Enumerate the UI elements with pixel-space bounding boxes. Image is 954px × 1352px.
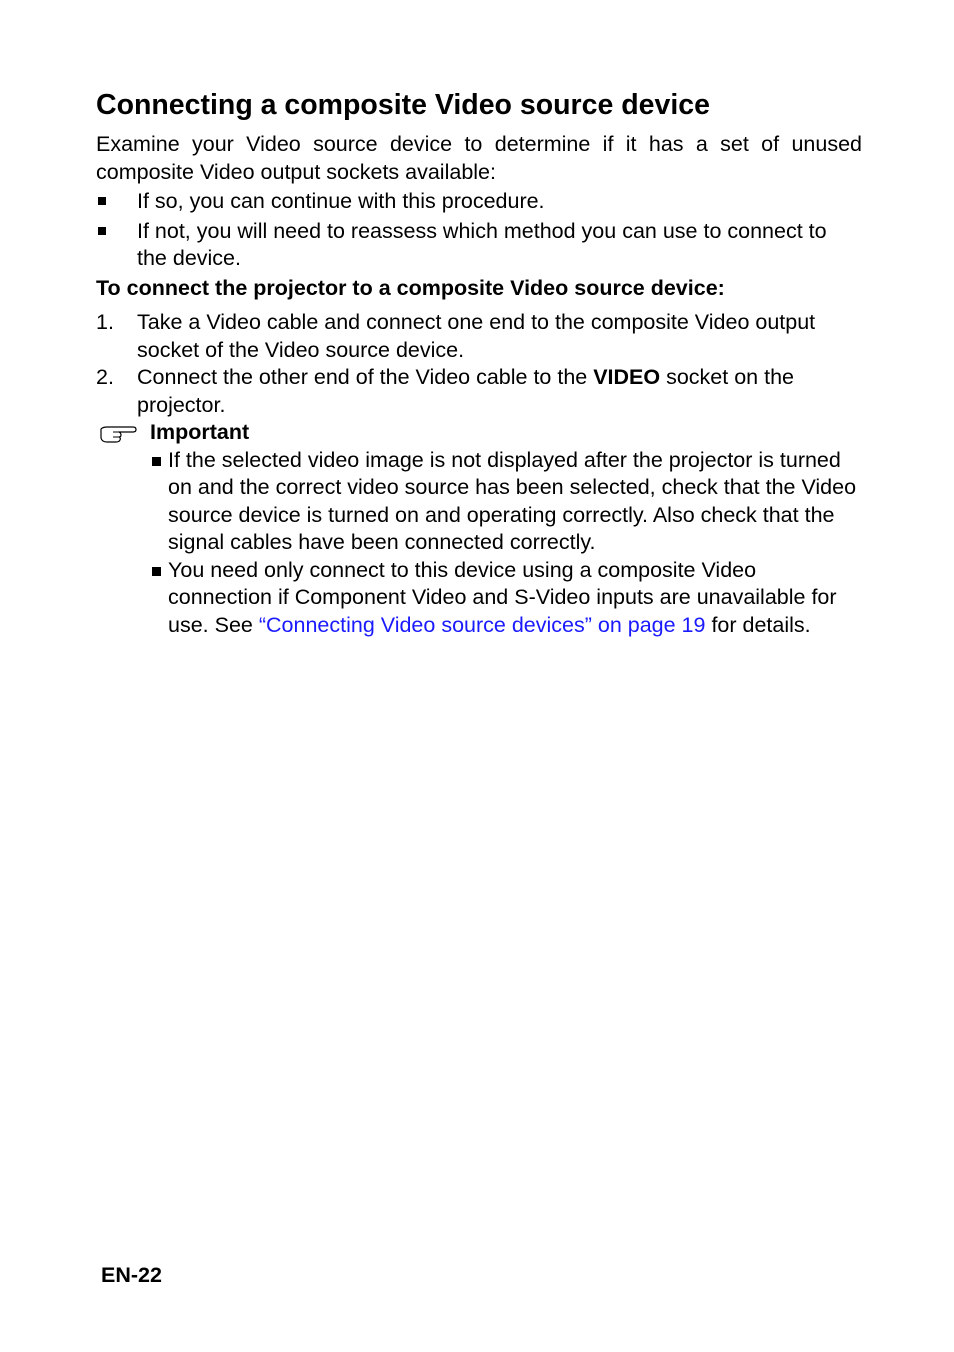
important-header — [96, 419, 862, 447]
square-bullet-icon — [152, 457, 161, 466]
square-bullet-icon — [98, 197, 106, 205]
step-text-before: Connect the other end of the Video cable to the — [137, 365, 594, 389]
list-item — [151, 557, 862, 640]
page-number: EN-22 — [101, 1263, 162, 1287]
procedure-steps — [96, 309, 862, 419]
list-item — [96, 188, 862, 216]
step-number: 1. — [96, 310, 114, 334]
step-item — [96, 364, 862, 419]
square-bullet-icon — [98, 227, 106, 235]
list-item-text: If not, you will need to reassess which method you can use to connect to the device. — [137, 218, 827, 270]
step-text-after: socket on the projector. — [137, 365, 794, 417]
important-note — [96, 419, 862, 639]
procedure-title: To connect the projector to a composite Video source device: — [96, 275, 725, 300]
pointing-hand-icon — [99, 423, 137, 443]
list-item — [151, 447, 862, 557]
important-list — [96, 447, 862, 640]
important-label: Important — [150, 420, 250, 444]
document-page — [96, 88, 862, 639]
note-text-before: You need only connect to this device using a composite Video connection if Component Video and S-Video inputs are unavailable for use. See — [168, 557, 837, 637]
note-text-after: for details. — [705, 612, 811, 637]
list-item-text: If so, you can continue with this procedure. — [137, 189, 545, 213]
socket-name: VIDEO — [593, 365, 661, 389]
intro-paragraph: Examine your Video source device to determine if it has a set of unused composite Video output sockets available: — [96, 132, 862, 184]
note-text: If the selected video image is not displayed after the projector is turned on and the correct video source has been selected, check that the Video source device is turned on and operating correctly. Also check that the signal cables have been connected correctly. — [168, 447, 857, 554]
cross-reference-link[interactable]: “Connecting Video source devices” on page 19 — [258, 612, 706, 637]
step-text: Take a Video cable and connect one end to the composite Video output socket of the Video source device. — [137, 310, 816, 362]
condition-list — [96, 188, 862, 273]
step-number: 2. — [96, 365, 114, 389]
step-item — [96, 309, 862, 364]
list-item — [96, 218, 862, 273]
section-heading: Connecting a composite Video source device — [96, 89, 710, 121]
square-bullet-icon — [152, 567, 161, 576]
